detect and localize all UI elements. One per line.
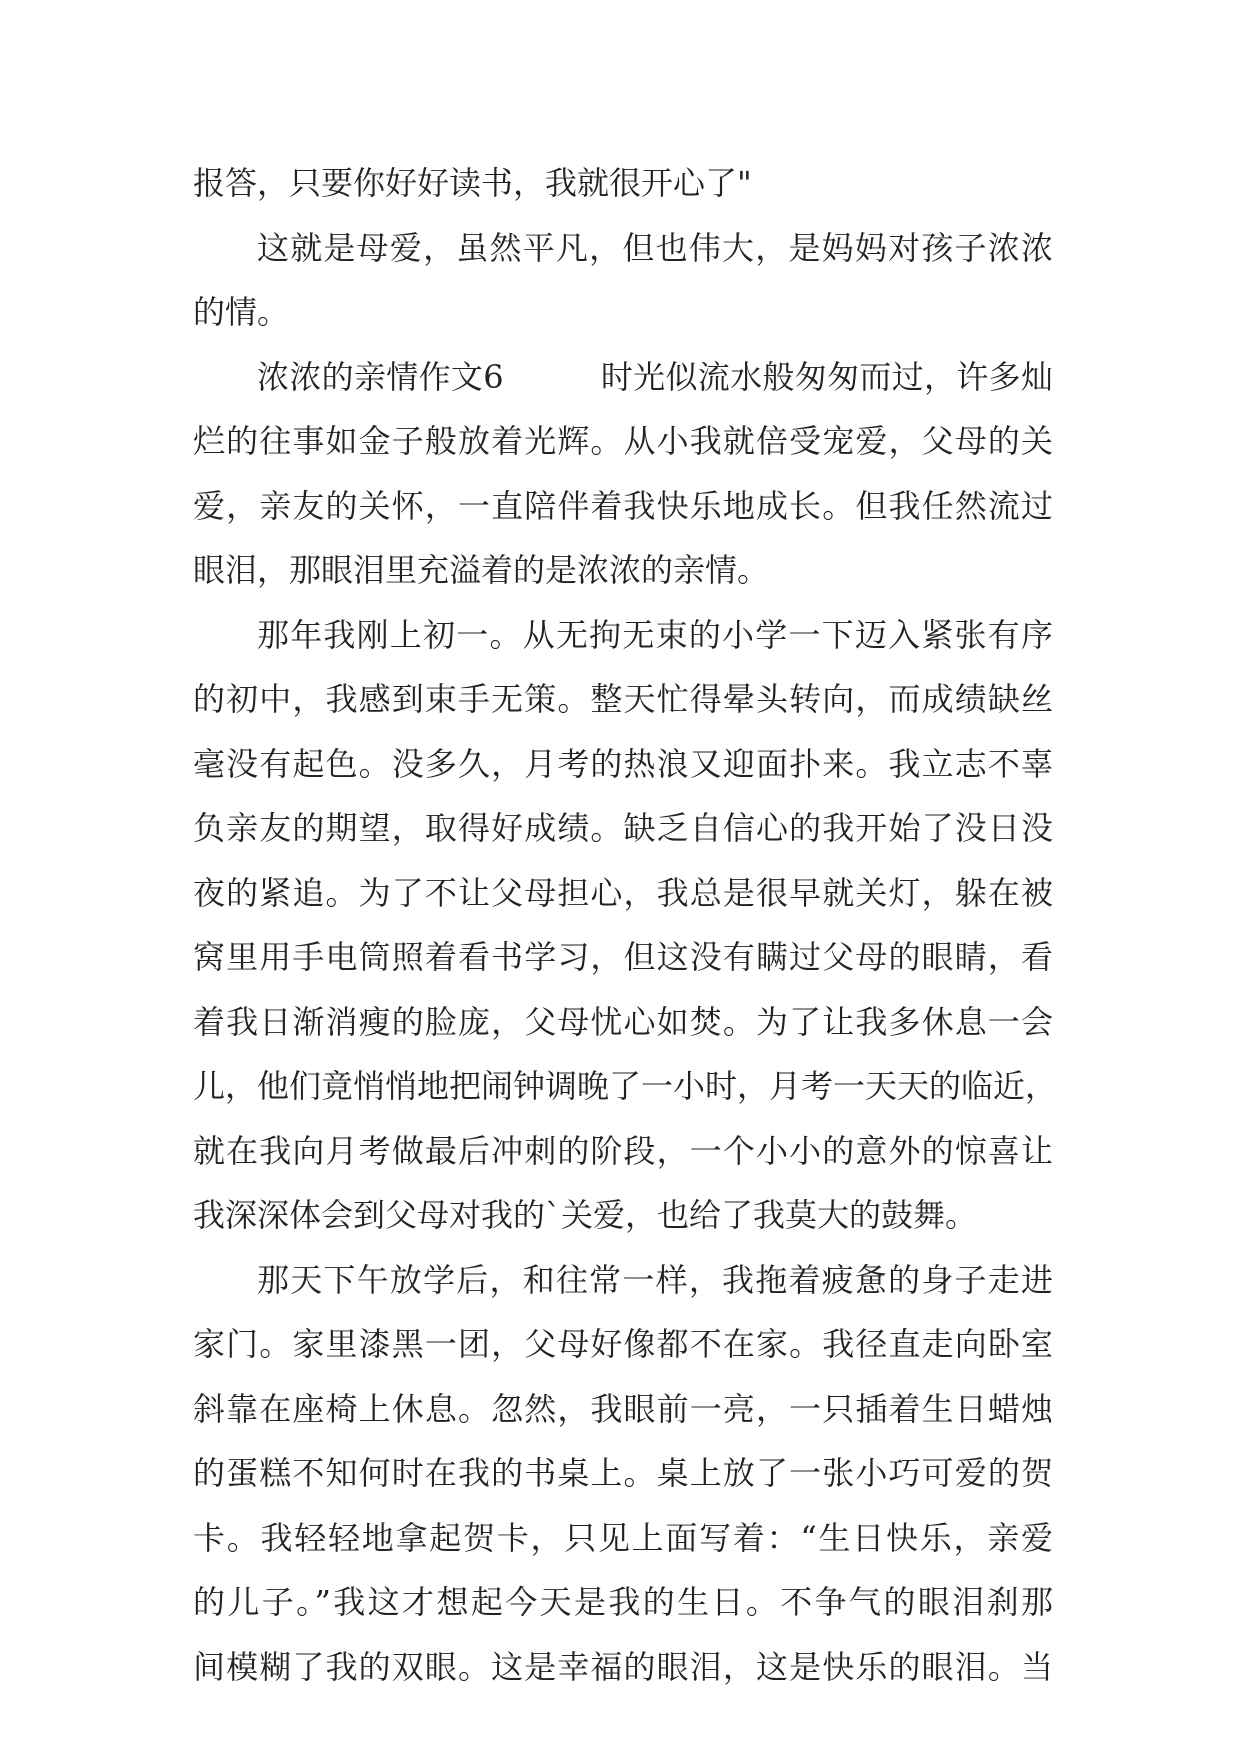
text-line: 间模糊了我的双眼。这是幸福的眼泪，这是快乐的眼泪。当 (193, 1647, 1053, 1686)
text-line: 就在我向月考做最后冲刺的阶段，一个小小的意外的惊喜让 (193, 1131, 1053, 1170)
text-line: 烂的往事如金子般放着光辉。从小我就倍受宠爱，父母的关 (193, 422, 1053, 460)
text-line: 那年我刚上初一。从无拘无束的小学一下迈入紧张有序 (257, 615, 1053, 654)
text-line: 的儿子。”我这才想起今天是我的生日。不争气的眼泪刹那 (193, 1583, 1053, 1621)
text-line: 的蛋糕不知何时在我的书桌上。桌上放了一张小巧可爱的贺 (193, 1454, 1053, 1492)
document-page (193, 155, 1058, 1703)
text-line: 的情。 (193, 293, 290, 331)
text-line: 的初中，我感到束手无策。整天忙得晕头转向，而成绩缺丝 (193, 680, 1053, 718)
text-line: 那天下午放学后，和往常一样，我拖着疲惫的身子走进 (257, 1260, 1053, 1299)
text-line: 卡。我轻轻地拿起贺卡，只见上面写着：“生日快乐，亲爱 (193, 1518, 1053, 1557)
text-line: 窝里用手电筒照着看书学习，但这没有瞒过父母的眼睛，看 (193, 938, 1053, 976)
text-line: 眼泪，那眼泪里充溢着的是浓浓的亲情。 (193, 551, 770, 589)
text-line: 着我日渐消瘦的脸庞，父母忧心如焚。为了让我多休息一会 (193, 1002, 1053, 1041)
text-line: 儿，他们竟悄悄地把闹钟调晚了一小时，月考一天天的临近， (193, 1067, 1058, 1105)
text-line: 爱，亲友的关怀，一直陪伴着我快乐地成长。但我任然流过 (193, 486, 1053, 525)
text-line: 家门。家里漆黑一团，父母好像都不在家。我径直走向卧室 (193, 1325, 1053, 1363)
text-line: 负亲友的期望，取得好成绩。缺乏自信心的我开始了没日没 (193, 809, 1053, 847)
text-line: 夜的紧追。为了不让父母担心，我总是很早就关灯，躲在被 (193, 873, 1053, 912)
text-line: 我深深体会到父母对我的`关爱，也给了我莫大的鼓舞。 (193, 1196, 978, 1234)
text-line: 这就是母爱，虽然平凡，但也伟大，是妈妈对孩子浓浓 (257, 228, 1053, 267)
text-line: 浓浓的亲情作文6 时光似流水般匆匆而过，许多灿 (257, 357, 1053, 396)
text-line: 斜靠在座椅上休息。忽然，我眼前一亮，一只插着生日蜡烛 (193, 1389, 1053, 1428)
text-line: 报答，只要你好好读书，我就很开心了" (193, 164, 752, 202)
text-line: 毫没有起色。没多久，月考的热浪又迎面扑来。我立志不辜 (193, 744, 1053, 783)
